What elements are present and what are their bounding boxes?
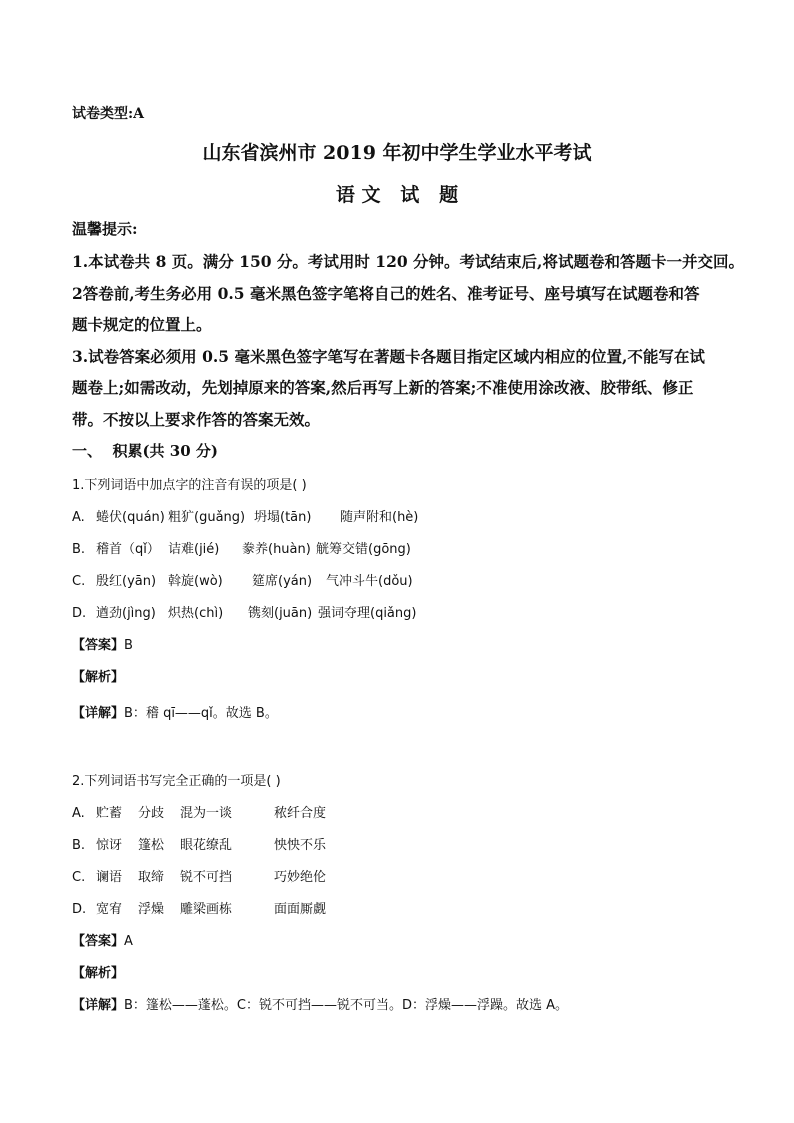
notice-line-2: 2答卷前,考生务必用 0.5 毫米黑色签字笔将自己的姓名、准考证号、座号填写在试题卷和答	[72, 284, 700, 303]
option-word: 坍塌(tān)	[254, 510, 312, 525]
option-word: 强词夺理(qiǎng)	[318, 606, 417, 621]
notice-heading: 温馨提示:	[72, 220, 138, 238]
option-word: 镌刻(juān)	[248, 606, 313, 621]
detail-tag: 【详解】	[72, 706, 125, 721]
question-2-stem: 2.下列词语书写完全正确的一项是( )	[72, 774, 281, 789]
question-2-option-a	[72, 802, 326, 821]
notice-line-3: 题卡规定的位置上。	[72, 315, 212, 334]
paper-type: 试卷类型:A	[72, 106, 145, 122]
option-word: 筵席(yán)	[252, 574, 313, 589]
option-word: 混为一谈	[180, 806, 233, 821]
question-2-option-b	[72, 834, 326, 853]
option-word: 觥筹交错(gōng)	[316, 542, 411, 557]
notice-line-1: 1.本试卷共 8 页。满分 150 分。考试用时 120 分钟。考试结束后,将试题卷和答题卡一并交回。	[72, 252, 744, 271]
detail-tag: 【详解】	[72, 998, 125, 1013]
option-word: 眼花缭乱	[180, 838, 233, 853]
option-word: 秾纤合度	[274, 806, 327, 821]
question-1-answer	[72, 634, 133, 653]
subject-title: 语 文 试 题	[335, 184, 459, 206]
question-1-option-c	[72, 570, 413, 589]
option-word: 蜷伏(quán)	[96, 510, 165, 525]
option-word: 浮燥	[138, 902, 165, 917]
option-letter: A.	[72, 806, 85, 821]
option-word: 巧妙绝伦	[274, 870, 327, 885]
notice-line-5: 题卷上;如需改动，先划掉原来的答案,然后再写上新的答案;不准使用涂改液、胶带纸、修正	[72, 378, 694, 397]
option-letter: B.	[72, 542, 86, 557]
option-word: 炽热(chì)	[168, 606, 224, 621]
detail-text: B：稽 qī——qǐ。故选 B。	[124, 706, 278, 721]
detail-text: B：篷松——蓬松。C：锐不可挡——锐不可当。D：浮燥——浮躁。故选 A。	[124, 998, 569, 1013]
section-heading: 一、 积累(共 30 分)	[72, 442, 218, 460]
answer-value: A	[124, 934, 133, 949]
option-word: 贮蓄	[96, 806, 123, 821]
option-word: 雕梁画栋	[180, 902, 233, 917]
option-word: 篷松	[138, 838, 165, 853]
option-word: 豢养(huàn)	[242, 542, 311, 557]
option-word: 稽首（qǐ）	[96, 542, 160, 557]
question-2-detail	[72, 994, 568, 1013]
option-letter: D.	[72, 606, 87, 621]
option-word: 宽宥	[96, 902, 123, 917]
option-word: 遒劲(jìng)	[96, 606, 156, 621]
option-letter: B.	[72, 838, 86, 853]
question-1-option-a	[72, 506, 418, 525]
question-2-analysis: 【解析】	[72, 966, 125, 981]
question-1-analysis: 【解析】	[72, 670, 125, 685]
option-word: 随声附和(hè)	[340, 510, 419, 525]
exam-title: 山东省滨州市 2019 年初中学生学业水平考试	[202, 142, 592, 164]
option-letter: C.	[72, 870, 86, 885]
notice-line-4: 3.试卷答案必须用 0.5 毫米黑色签字笔写在著题卡各题目指定区域内相应的位置,不能写在试	[72, 347, 705, 366]
question-1-option-b	[72, 538, 411, 557]
answer-tag: 【答案】	[72, 934, 125, 949]
option-word: 面面厮觑	[274, 902, 327, 917]
option-word: 斡旋(wò)	[168, 574, 223, 589]
notice-line-6: 带。不按以上要求作答的答案无效。	[72, 410, 321, 429]
question-1-stem: 1.下列词语中加点字的注音有误的项是( )	[72, 478, 307, 493]
question-2-answer	[72, 930, 133, 949]
option-word: 诘难(jié)	[168, 542, 220, 557]
option-word: 锐不可挡	[180, 870, 233, 885]
option-word: 殷红(yān)	[96, 574, 157, 589]
option-word: 分歧	[138, 806, 165, 821]
option-word: 谰语	[96, 870, 123, 885]
option-word: 粗犷(guǎng)	[168, 510, 246, 525]
option-letter: A.	[72, 510, 85, 525]
option-letter: D.	[72, 902, 87, 917]
option-word: 怏怏不乐	[274, 838, 327, 853]
question-1-option-d	[72, 602, 416, 621]
question-2-option-c	[72, 866, 326, 885]
option-word: 气冲斗牛(dǒu)	[326, 574, 413, 589]
question-1-detail	[72, 702, 278, 721]
option-letter: C.	[72, 574, 86, 589]
answer-tag: 【答案】	[72, 638, 125, 653]
option-word: 惊讶	[96, 838, 123, 853]
question-2-option-d	[72, 898, 326, 917]
option-word: 取缔	[138, 870, 165, 885]
answer-value: B	[124, 638, 133, 653]
